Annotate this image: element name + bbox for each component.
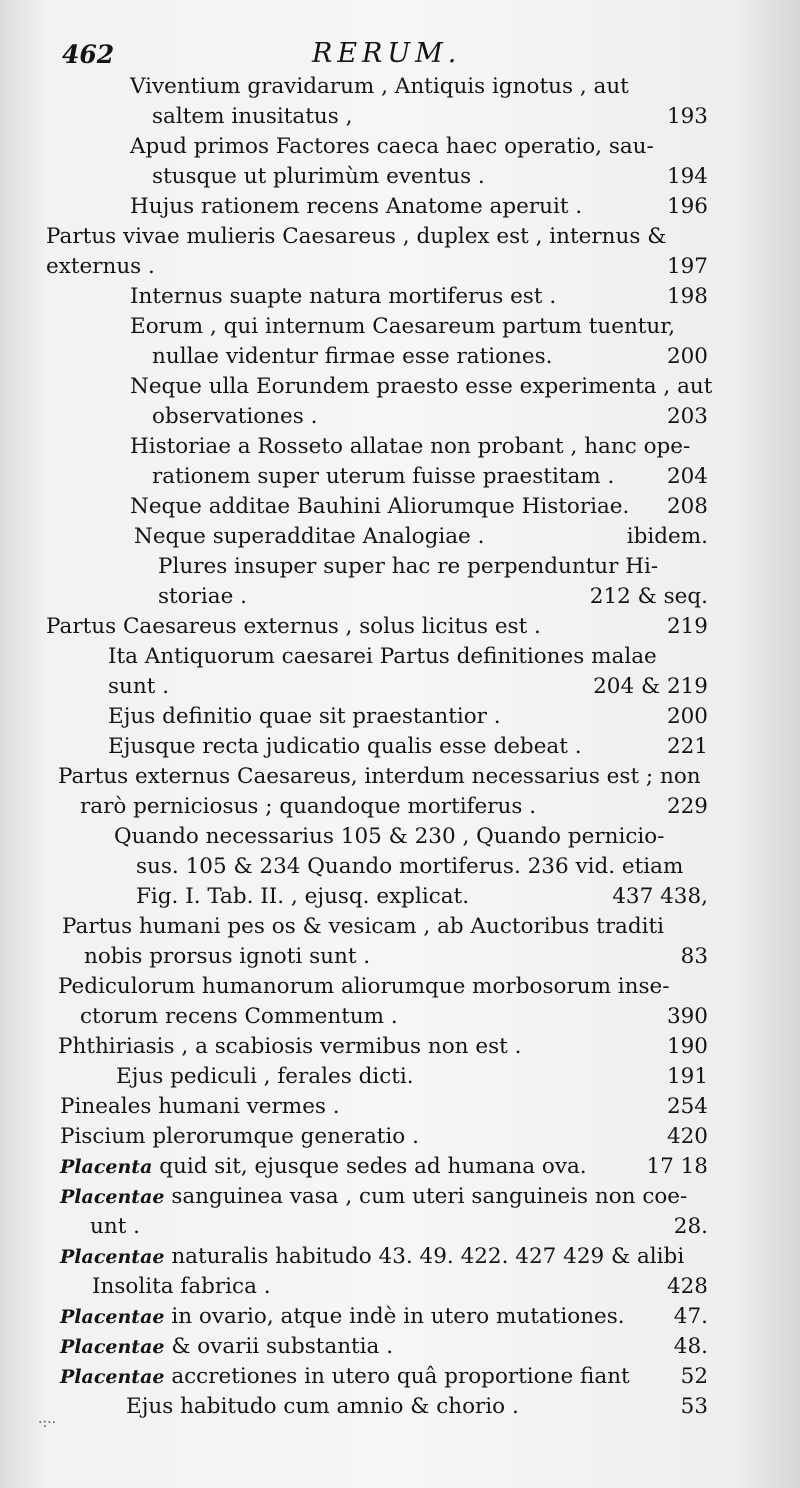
index-entry-text [136,882,469,912]
index-page-ref: 437 438, [612,884,708,909]
index-page-ref: 212 & seq. [589,584,708,609]
index-entry-text [108,702,501,732]
index-entry-words: Apud primos Factores caeca haec operatio, sau- [130,134,654,159]
index-line [0,462,800,492]
index-entry-words: storiae . [158,584,247,609]
index-entry-lead: Placentae [60,1246,165,1268]
index-entry-words: ctorum recens Commentum . [80,1004,398,1029]
index-entry-words: nobis prorsus ignoti sunt . [84,944,371,969]
index-entry-words: Fig. I. Tab. II. , ejusq. explicat. [136,884,470,909]
index-page-ref: 53 [680,1394,708,1419]
index-page-ref: 203 [666,404,708,429]
index-line [0,822,800,852]
index-entry-words: unt . [90,1214,141,1239]
index-page-ref: 204 & 219 [593,674,708,699]
index-entry-text [92,1272,271,1302]
index-page-ref: 17 18 [646,1154,708,1179]
index-page-ref: ibidem. [626,524,708,549]
index-line [0,372,800,402]
index-line [0,762,800,792]
index-entry-words: nullae videntur firmae esse rationes. [152,344,553,369]
index-entry-text [108,672,169,702]
index-entry-text [130,192,582,222]
index-line [0,912,800,942]
index-entry-words: Neque ulla Eorundem praesto esse experimenta , aut [130,374,713,399]
index-entry-lead: Placentae [60,1366,165,1388]
index-page-ref: 254 [666,1094,708,1119]
index-line [0,1152,800,1182]
index-line [0,1062,800,1092]
index-entry-words: rationem super uterum fuisse praestitam . [152,464,615,489]
index-page-ref: 193 [666,104,708,129]
index-entry-words: Ejus habitudo cum amnio & chorio . [126,1394,519,1419]
index-line [0,1242,800,1272]
index-entry-text [46,252,155,282]
index-entry-text [134,522,484,552]
index-line [0,972,800,1002]
index-entry-words: sanguinea vasa , cum uteri sanguineis non coe- [171,1184,688,1209]
index-page-ref: 420 [666,1124,708,1149]
index-entry-text [46,612,541,642]
index-entry-text [80,1002,398,1032]
index-entry-words: accretiones in utero quâ proportione fiant [171,1364,630,1389]
index-entry-text [80,792,536,822]
index-entry-lead: Placentae [60,1336,165,1358]
index-entry-words: Partus Caesareus externus , solus licitus est . [46,614,541,639]
index-entry-words: Ejus pediculi , ferales dicti. [116,1064,414,1089]
index-entry-text [58,1032,521,1062]
index-line [0,672,800,702]
index-line [0,312,800,342]
index-line [0,432,800,462]
index-line [0,222,800,252]
index-line [0,1212,800,1242]
index-entry-text [116,1062,414,1092]
index-entry-words: saltem inusitatus , [152,104,353,129]
index-entry-words: Quando necessarius 105 & 230 , Quando pernicio- [114,824,665,849]
index-entry-text [130,282,556,312]
index-entry-text [136,852,683,882]
index-entry-words: & ovarii substantia . [171,1334,394,1359]
index-page-ref: 198 [666,284,708,309]
index-page-ref: 204 [666,464,708,489]
index-page-ref: 28. [673,1214,708,1239]
index-line [0,282,800,312]
index-page-ref: 190 [666,1034,708,1059]
index-line [0,582,800,612]
index-entry-words: Viventium gravidarum , Antiquis ignotus , aut [130,74,629,99]
index-entry-text [152,342,553,372]
index-entry-text [152,162,485,192]
index-entry-words: Partus humani pes os & vesicam , ab Auctoribus traditi [62,914,665,939]
index-entry-words: observationes . [152,404,318,429]
index-line [0,72,800,102]
index-entry-text [152,402,317,432]
index-entry-text [60,1182,687,1212]
index-entry-text [84,942,370,972]
index-entry-text [108,642,657,672]
index-line [0,342,800,372]
index-line [0,102,800,132]
index-page-ref: 194 [666,164,708,189]
index-entry-text [62,912,664,942]
index-line [0,522,800,552]
index-page-ref: 229 [666,794,708,819]
index-entry-text [114,822,664,852]
index-line [0,192,800,222]
index-line [0,1392,800,1422]
index-entry-words: Hujus rationem recens Anatome aperuit . [130,194,583,219]
index-page-ref: 221 [666,734,708,759]
index-page-ref: 208 [666,494,708,519]
index-entry-words: Insolita fabrica . [92,1274,271,1299]
index-entry-text [60,1332,393,1362]
index-entry-text [60,1152,587,1182]
index-page-ref: 428 [666,1274,708,1299]
index-entry-text [60,1302,625,1332]
index-line [0,162,800,192]
index-entry-text [46,222,666,252]
index-line [0,1032,800,1062]
index-line [0,1182,800,1212]
index-entry-text [126,1392,519,1422]
index-entry-words: Partus vivae mulieris Caesareus , duplex est , internus & [46,224,667,249]
index-entry-words: Pediculorum humanorum aliorumque morbosorum inse- [58,974,670,999]
index-entry-text [130,372,712,402]
index-line [0,1002,800,1032]
index-entry-words: Plures insuper super hac re perpenduntur Hi- [158,554,659,579]
index-page-ref: 83 [680,944,708,969]
index-line [0,942,800,972]
index-entry-text [58,972,670,1002]
index-entry-text [60,1092,340,1122]
index-page-ref: 52 [680,1364,708,1389]
index-entry-text [152,462,614,492]
index-line [0,882,800,912]
index-entry-words: Neque additae Bauhini Aliorumque Historiae. [130,494,630,519]
page-edge-mark: ·:·· [38,1415,57,1431]
index-entry-lead: Placentae [60,1186,165,1208]
index-entry-text [158,582,247,612]
index-entry-lead: Placentae [60,1306,165,1328]
index-line [0,1272,800,1302]
index-entry-words: stusque ut plurimùm eventus . [152,164,485,189]
index-entry-words: Eorum , qui internum Caesareum partum tuentur, [130,314,676,339]
index-entry-words: Neque superadditae Analogiae . [134,524,485,549]
index-entry-text [90,1212,140,1242]
index-page-ref: 191 [666,1064,708,1089]
index-entry-text [130,432,690,462]
index-entries [0,72,800,1422]
index-entry-text [58,762,701,792]
index-page-ref: 47. [673,1304,708,1329]
index-entry-words: Ita Antiquorum caesarei Partus definitiones malae [108,644,657,669]
index-line [0,792,800,822]
index-line [0,1122,800,1152]
index-entry-words: externus . [46,254,155,279]
index-entry-words: Pineales humani vermes . [60,1094,340,1119]
index-entry-text [130,132,654,162]
index-entry-words: Historiae a Rosseto allatae non probant , hanc ope- [130,434,691,459]
index-page-ref: 48. [673,1334,708,1359]
page-number: 462 [62,40,115,69]
index-entry-words: sunt . [108,674,170,699]
index-entry-text [60,1242,684,1272]
index-line [0,612,800,642]
index-entry-text [130,492,629,522]
index-line [0,732,800,762]
index-page-ref: 219 [666,614,708,639]
index-page-ref: 200 [666,704,708,729]
index-entry-words: rarò perniciosus ; quandoque mortiferus . [80,794,537,819]
index-line [0,1332,800,1362]
index-entry-words: Phthiriasis , a scabiosis vermibus non est . [58,1034,522,1059]
index-entry-words: in ovario, atque indè in utero mutationes. [171,1304,625,1329]
index-entry-text [130,72,629,102]
index-line [0,852,800,882]
index-line [0,492,800,522]
index-line [0,402,800,432]
index-entry-text [130,312,675,342]
index-page-ref: 197 [666,254,708,279]
index-page-ref: 390 [666,1004,708,1029]
index-entry-words: naturalis habitudo 43. 49. 422. 427 429 & alibi [171,1244,685,1269]
index-entry-text [60,1122,419,1152]
index-line [0,642,800,672]
index-entry-words: quid sit, ejusque sedes ad humana ova. [159,1154,587,1179]
running-head: RERUM. [312,38,462,69]
index-line [0,1092,800,1122]
index-line [0,552,800,582]
index-entry-text [108,732,582,762]
index-line [0,132,800,162]
index-entry-lead: Placenta [60,1156,153,1178]
index-entry-words: Internus suapte natura mortiferus est . [130,284,557,309]
index-entry-words: sus. 105 & 234 Quando mortiferus. 236 vid. etiam [136,854,684,879]
index-entry-words: Ejusque recta judicatio qualis esse debeat . [108,734,582,759]
index-entry-words: Piscium plerorumque generatio . [60,1124,419,1149]
index-entry-text [152,102,352,132]
index-line [0,252,800,282]
index-entry-words: Partus externus Caesareus, interdum necessarius est ; non [58,764,701,789]
index-page-ref: 200 [666,344,708,369]
index-line [0,1302,800,1332]
index-line [0,702,800,732]
index-entry-text [158,552,658,582]
index-line [0,1362,800,1392]
index-page-ref: 196 [666,194,708,219]
index-entry-words: Ejus definitio quae sit praestantior . [108,704,501,729]
index-entry-text [60,1362,630,1392]
